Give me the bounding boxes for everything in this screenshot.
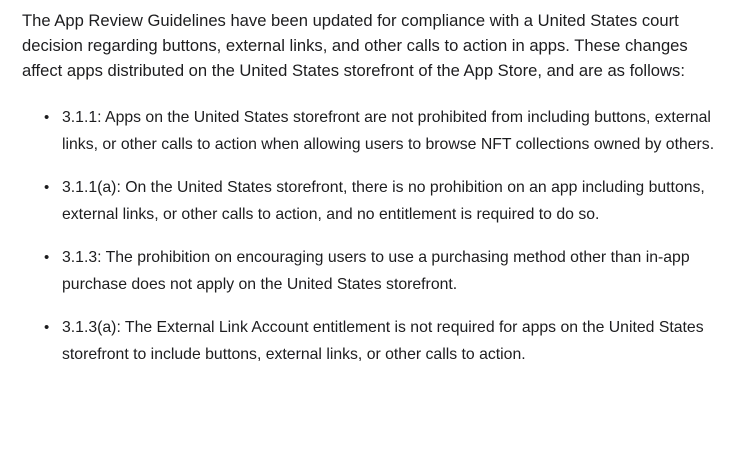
list-item-text: 3.1.3(a): The External Link Account entitlement is not required for apps on the United States storefront to include buttons, external links, or other calls to action.: [62, 319, 704, 363]
intro-paragraph: The App Review Guidelines have been updated for compliance with a United States court decision regarding buttons, external links, and other calls to action in apps. These changes affect apps distributed on the United States storefront of the App Store, and are as follows:: [22, 11, 688, 80]
list-item: [22, 244, 723, 298]
bullet-icon: •: [44, 179, 50, 196]
bullet-icon: •: [44, 319, 50, 336]
list-item: [22, 174, 723, 228]
guideline-changes-list: [22, 104, 723, 368]
list-item-text: 3.1.3: The prohibition on encouraging users to use a purchasing method other than in-app purchase does not apply on the United States storefront.: [62, 249, 690, 293]
list-item-text: 3.1.1: Apps on the United States storefront are not prohibited from including buttons, external links, or other calls to action when allowing users to browse NFT collections owned by others.: [62, 109, 715, 153]
list-item: [22, 314, 723, 368]
list-item: [22, 104, 723, 158]
list-item-text: 3.1.1(a): On the United States storefront, there is no prohibition on an app including buttons, external links, or other calls to action, and no entitlement is required to do so.: [62, 179, 705, 223]
bullet-icon: •: [44, 109, 50, 126]
bullet-icon: •: [44, 249, 50, 266]
